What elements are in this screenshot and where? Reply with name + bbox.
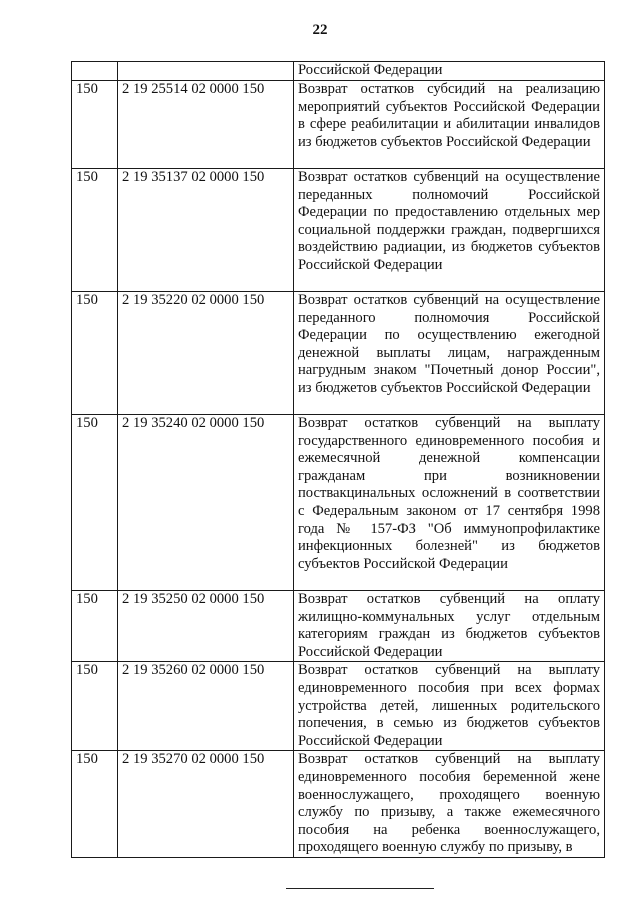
admin-code-cell: 150 (72, 415, 118, 591)
kbk-code-cell: 2 19 35260 02 0000 150 (118, 662, 294, 751)
kbk-code-cell (118, 62, 294, 81)
footer-divider (286, 888, 434, 889)
description-cell: Возврат остатков субвенций на осуществление переданного полномочия Российской Федерации по осуществлению ежегодной денежной выплаты лицам, награжденным нагрудным знаком "Почетный донор России", из бюджетов субъектов Российской Федерации (294, 292, 605, 415)
table-row (72, 169, 605, 292)
admin-code-cell: 150 (72, 81, 118, 169)
table-row (72, 81, 605, 169)
admin-code-cell: 150 (72, 591, 118, 662)
table-row (72, 415, 605, 591)
admin-code-cell: 150 (72, 662, 118, 751)
description-cell: Возврат остатков субсидий на реализацию мероприятий субъектов Российской Федерации в сфере реабилитации и абилитации инвалидов из бюджетов субъектов Российской Федерации (294, 81, 605, 169)
description-cell: Возврат остатков субвенций на выплату государственного единовременного пособия и ежемесячной денежной компенсации гражданам при возникновении поствакцинальных осложнений в соответствии с Федеральным законом от 17 сентября 1998 года № 157-ФЗ "Об иммунопрофилактике инфекционных болезней" из бюджетов субъектов Российской Федерации (294, 415, 605, 591)
page-number: 22 (312, 22, 328, 38)
table-row (72, 591, 605, 662)
description-cell: Возврат остатков субвенций на выплату единовременного пособия при всех формах устройства детей, лишенных родительского попечения, в семью из бюджетов субъектов Российской Федерации (294, 662, 605, 751)
description-cell: Возврат остатков субвенций на оплату жилищно-коммунальных услуг отдельным категориям граждан из бюджетов субъектов Российской Федерации (294, 591, 605, 662)
description-cell: Возврат остатков субвенций на осуществление переданных полномочий Российской Федерации по предоставлению отдельных мер социальной поддержки граждан, подвергшихся воздействию радиации, из бюджетов субъектов Российской Федерации (294, 169, 605, 292)
table-row-continued (72, 62, 605, 81)
kbk-code-cell: 2 19 35137 02 0000 150 (118, 169, 294, 292)
budget-classification-table (71, 61, 605, 858)
table-row (72, 751, 605, 858)
table-row (72, 292, 605, 415)
table-row (72, 662, 605, 751)
admin-code-cell: 150 (72, 292, 118, 415)
description-cell: Возврат остатков субвенций на выплату единовременного пособия беременной жене военнослужащего, проходящего военную службу по призыву, а также ежемесячного пособия на ребенка военнослужащего, проходящего военную службу по призыву, в (294, 751, 605, 858)
admin-code-cell: 150 (72, 169, 118, 292)
kbk-code-cell: 2 19 25514 02 0000 150 (118, 81, 294, 169)
admin-code-cell (72, 62, 118, 81)
kbk-code-cell: 2 19 35250 02 0000 150 (118, 591, 294, 662)
description-cell: Российской Федерации (294, 62, 605, 81)
kbk-code-cell: 2 19 35240 02 0000 150 (118, 415, 294, 591)
kbk-code-cell: 2 19 35220 02 0000 150 (118, 292, 294, 415)
admin-code-cell: 150 (72, 751, 118, 858)
kbk-code-cell: 2 19 35270 02 0000 150 (118, 751, 294, 858)
